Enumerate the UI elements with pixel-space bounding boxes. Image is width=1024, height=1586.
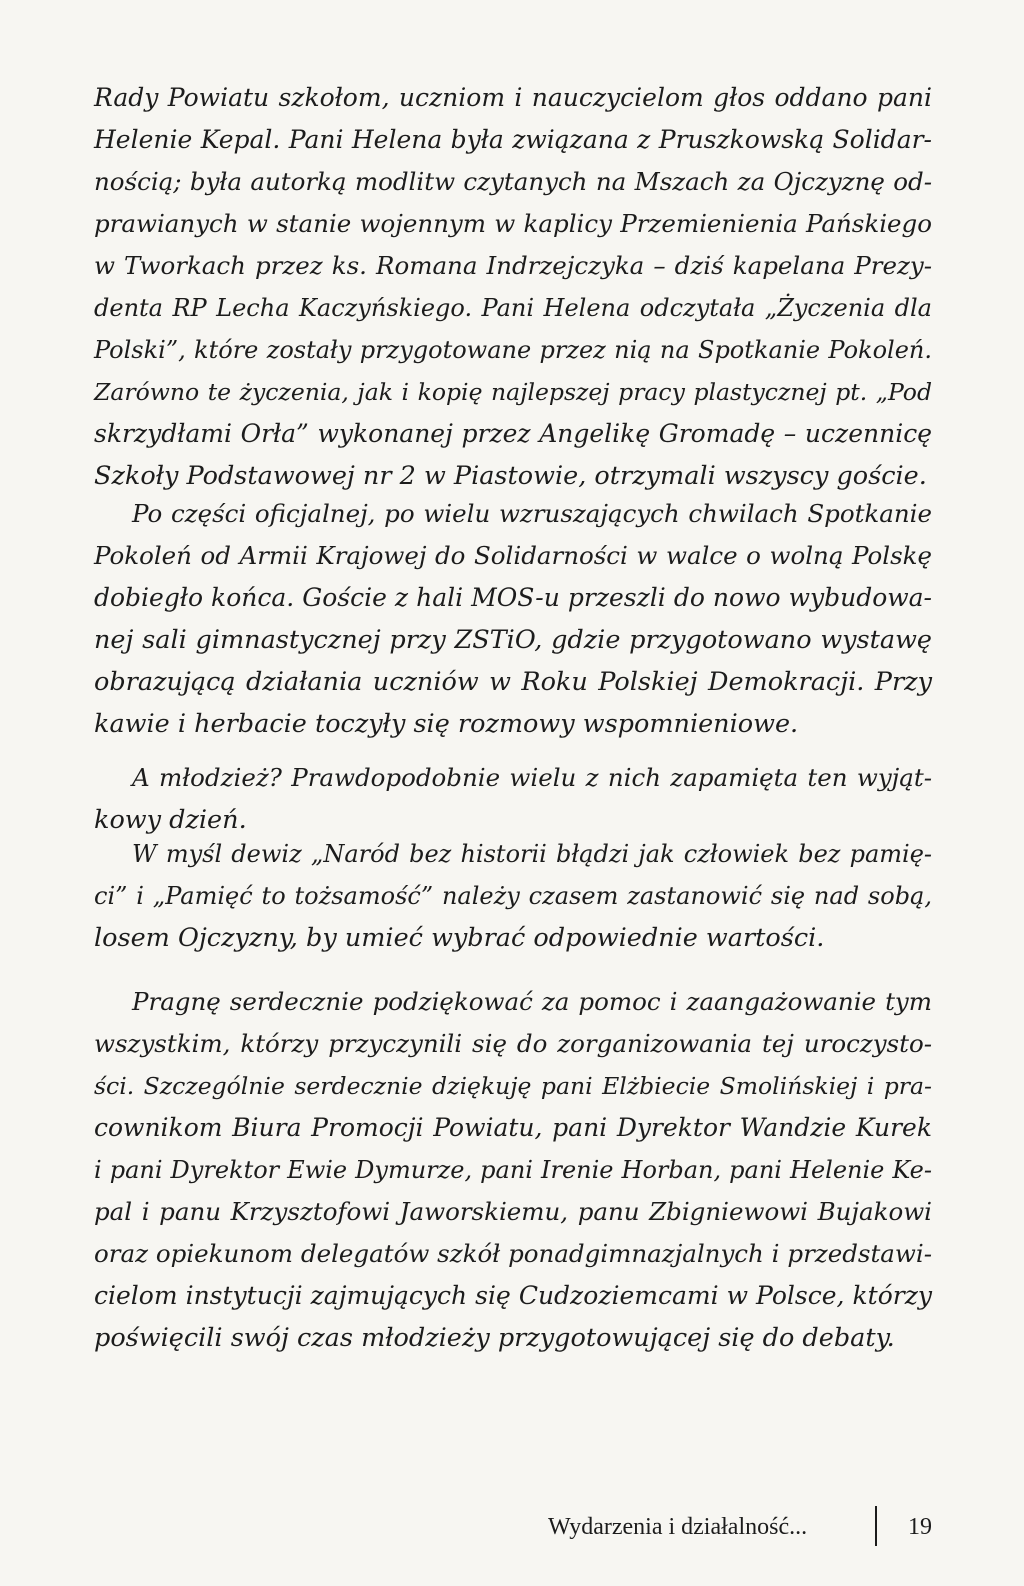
- text-line: W myśl dewiz „Naród bez historii błądzi jak człowiek bez pamię-: [132, 840, 932, 868]
- text-line: nością; była autorką modlitw czytanych na Mszach za Ojczyznę od-: [94, 167, 932, 196]
- text-line: Zarówno te życzenia, jak i kopię najlepszej pracy plastycznej pt. „Pod: [94, 378, 932, 406]
- paragraph-continuation: [94, 77, 932, 497]
- text-line: Helenie Kepal. Pani Helena była związana z Pruszkowską Solidar-: [94, 125, 932, 154]
- text-line: Pragnę serdecznie podziękować za pomoc i zaangażowanie tym: [132, 987, 932, 1016]
- text-line: pal i panu Krzysztofowi Jaworskiemu, panu Zbigniewowi Bujakowi: [94, 1197, 932, 1226]
- text-line: A młodzież? Prawdopodobnie wielu z nich zapamięta ten wyjąt-: [132, 763, 932, 792]
- page-number: 19: [908, 1514, 932, 1540]
- text-line: i pani Dyrektor Ewie Dymurze, pani Irenie Horban, pani Helenie Ke-: [94, 1156, 932, 1184]
- text-line: Polski”, które zostały przygotowane przez nią na Spotkanie Pokoleń.: [94, 336, 932, 364]
- text-line: obrazującą działania uczniów w Roku Polskiej Demokracji. Przy: [94, 667, 932, 697]
- text-line: cielom instytucji zajmujących się Cudzoziemcami w Polsce, którzy: [94, 1281, 932, 1310]
- paragraph-youth: [94, 757, 932, 841]
- text-line: denta RP Lecha Kaczyńskiego. Pani Helena odczytała „Życzenia dla: [94, 294, 932, 322]
- text-line: kowy dzień.: [94, 805, 247, 835]
- paragraph-mottos: [94, 833, 932, 959]
- text-line: Szkoły Podstawowej nr 2 w Piastowie, otrzymali wszyscy goście.: [94, 461, 927, 491]
- paragraph-official-part: [94, 493, 932, 745]
- text-line: oraz opiekunom delegatów szkół ponadgimnazjalnych i przedstawi-: [94, 1239, 932, 1268]
- text-line: ci” i „Pamięć to tożsamość” należy czasem zastanowić się nad sobą,: [94, 882, 932, 910]
- text-line: dobiegło końca. Goście z hali MOS-u przeszli do nowo wybudowa-: [94, 583, 932, 612]
- text-line: prawianych w stanie wojennym w kaplicy Przemienienia Pańskiego: [94, 209, 932, 238]
- text-line: nej sali gimnastycznej przy ZSTiO, gdzie przygotowano wystawę: [94, 625, 932, 655]
- text-line: skrzydłami Orła” wykonanej przez Angelikę Gromadę – uczennicę: [94, 419, 932, 448]
- text-line: losem Ojczyzny, by umieć wybrać odpowiednie wartości.: [94, 923, 825, 953]
- text-line: poświęcili swój czas młodzieży przygotowującej się do debaty.: [94, 1323, 895, 1353]
- text-line: ści. Szczególnie serdecznie dziękuję pani Elżbiecie Smolińskiej i pra-: [94, 1072, 932, 1100]
- text-line: Rady Powiatu szkołom, uczniom i nauczycielom głos oddano pani: [94, 83, 932, 112]
- text-line: cownikom Biura Promocji Powiatu, pani Dyrektor Wandzie Kurek: [94, 1113, 932, 1142]
- footer-section-title: Wydarzenia i działalność...: [548, 1514, 808, 1540]
- footer-divider: [875, 1506, 877, 1546]
- paragraph-thanks: [94, 981, 932, 1359]
- text-line: kawie i herbacie toczyły się rozmowy wspomnieniowe.: [94, 709, 799, 739]
- running-footer: [548, 1512, 932, 1542]
- text-line: wszystkim, którzy przyczynili się do zorganizowania tej uroczysto-: [94, 1029, 932, 1058]
- text-line: Pokoleń od Armii Krajowej do Solidarności w walce o wolną Polskę: [94, 541, 932, 570]
- text-line: w Tworkach przez ks. Romana Indrzejczyka – dziś kapelana Prezy-: [94, 251, 932, 280]
- text-line: Po części oficjalnej, po wielu wzruszających chwilach Spotkanie: [132, 499, 932, 528]
